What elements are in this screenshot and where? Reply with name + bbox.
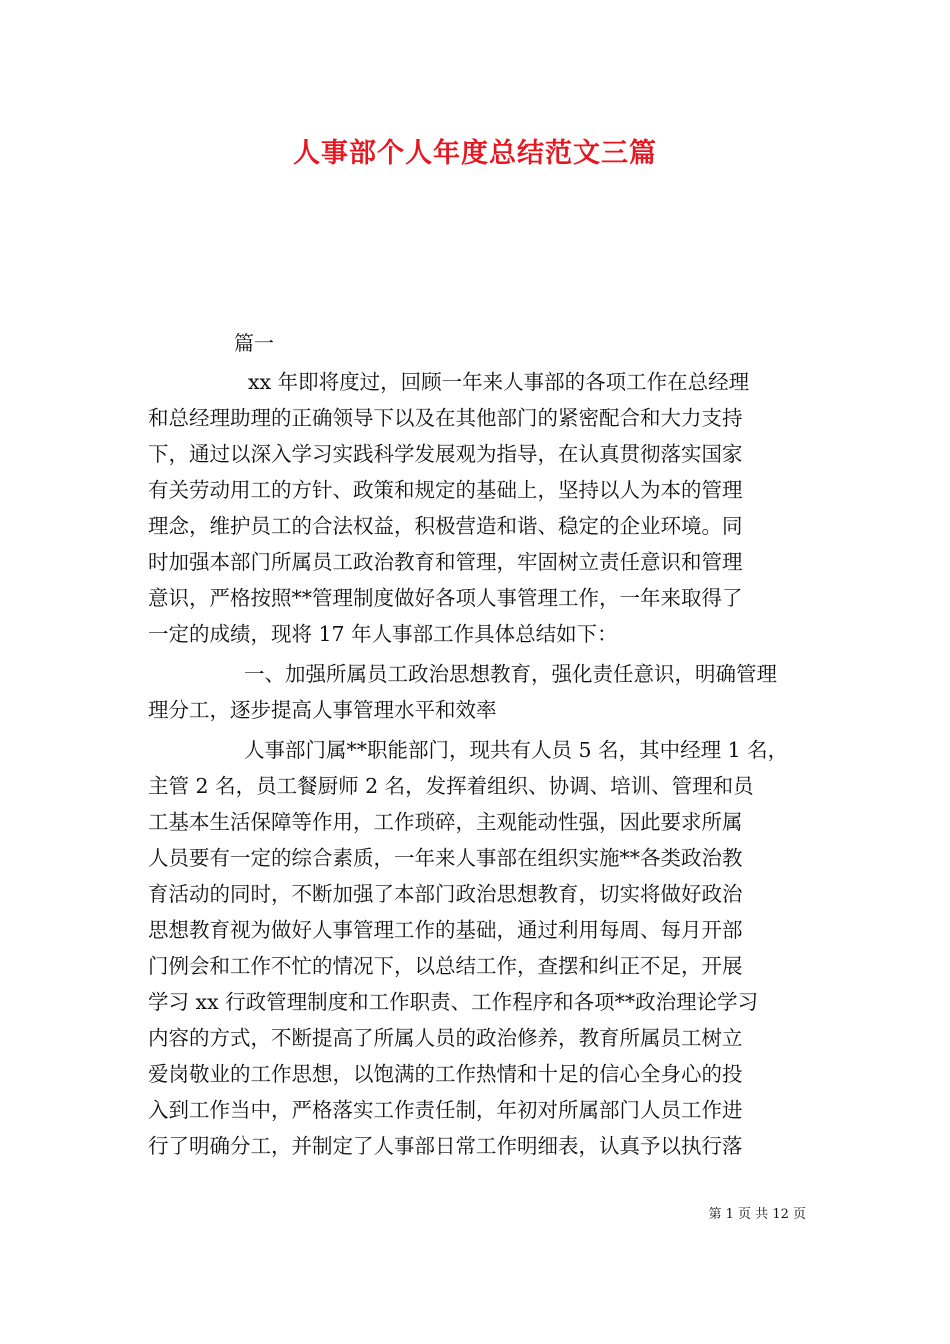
body-line: 一定的成绩，现将 17 年人事部工作具体总结如下： xyxy=(148,622,618,646)
page-number: 第 1 页 共 12 页 xyxy=(708,1207,806,1222)
body-line: 育活动的同时，不断加强了本部门政治思想教育，切实将做好政治 xyxy=(148,882,743,906)
body-line: 理念，维护员工的合法权益，积极营造和谐、稳定的企业环境。同 xyxy=(148,514,743,538)
body-line: 人员要有一定的综合素质，一年来人事部在组织实施**各类政治教 xyxy=(148,846,743,870)
body-line: 人事部门属**职能部门，现共有人员 5 名，其中经理 1 名， xyxy=(244,738,789,762)
body-line: 工基本生活保障等作用，工作琐碎，主观能动性强，因此要求所属 xyxy=(148,810,743,834)
body-line: 行了明确分工，并制定了人事部日常工作明细表，认真予以执行落 xyxy=(148,1134,743,1158)
body-line: 主管 2 名，员工餐厨师 2 名，发挥着组织、协调、培训、管理和员 xyxy=(148,774,754,798)
body-line: 有关劳动用工的方针、政策和规定的基础上，坚持以人为本的管理 xyxy=(148,478,743,502)
body-line: 内容的方式，不断提高了所属人员的政治修养，教育所属员工树立 xyxy=(148,1026,743,1050)
section-label: 篇一 xyxy=(234,331,274,355)
body-line: 学习 xx 行政管理制度和工作职责、工作程序和各项**政治理论学习 xyxy=(148,990,759,1014)
document-title: 人事部个人年度总结范文三篇 xyxy=(293,138,657,169)
body-line: 时加强本部门所属员工政治教育和管理，牢固树立责任意识和管理 xyxy=(148,550,743,574)
body-line: xx 年即将度过，回顾一年来人事部的各项工作在总经理 xyxy=(248,370,750,394)
body-line: 意识，严格按照**管理制度做好各项人事管理工作，一年来取得了 xyxy=(148,586,743,610)
body-line: 思想教育视为做好人事管理工作的基础，通过利用每周、每月开部 xyxy=(148,918,743,942)
section-heading-line: 一、加强所属员工政治思想教育，强化责任意识，明确管理 xyxy=(244,662,777,686)
body-line: 爱岗敬业的工作思想，以饱满的工作热情和十足的信心全身心的投 xyxy=(148,1062,743,1086)
section-heading-line: 理分工，逐步提高人事管理水平和效率 xyxy=(148,698,497,722)
body-line: 和总经理助理的正确领导下以及在其他部门的紧密配合和大力支持 xyxy=(148,406,743,430)
body-line: 门例会和工作不忙的情况下，以总结工作，查摆和纠正不足，开展 xyxy=(148,954,743,978)
body-line: 入到工作当中，严格落实工作责任制，年初对所属部门人员工作进 xyxy=(148,1098,743,1122)
body-line: 下，通过以深入学习实践科学发展观为指导，在认真贯彻落实国家 xyxy=(148,442,743,466)
